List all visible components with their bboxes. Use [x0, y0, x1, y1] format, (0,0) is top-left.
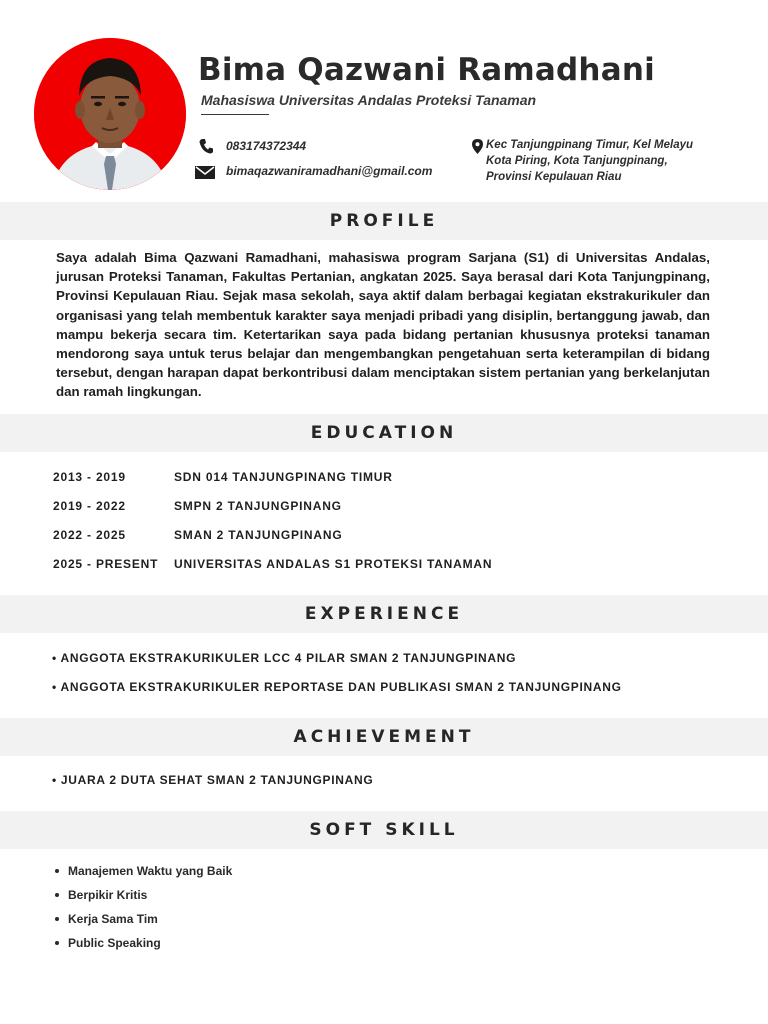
soft-skill-item	[55, 912, 158, 926]
education-school: UNIVERSITAS ANDALAS S1 PROTEKSI TANAMAN	[174, 557, 493, 571]
phone-icon	[199, 138, 213, 154]
education-school: SMPN 2 TANJUNGPINANG	[174, 499, 342, 513]
soft-skill-item	[55, 888, 147, 902]
education-years: 2019 - 2022	[53, 499, 126, 513]
section-band-profile	[0, 202, 768, 240]
soft-skill-label: Public Speaking	[68, 936, 161, 950]
profile-paragraph: Saya adalah Bima Qazwani Ramadhani, mahasiswa program Sarjana (S1) di Universitas Andalas, jurusan Proteksi Tanaman, Fakultas Pertanian, angkatan 2025. Saya berasal dari Kota Tanjungpinang, Provinsi Kepulauan Riau. Sejak masa sekolah, saya aktif dalam berbagai kegiatan ekstrakurikuler dan organisasi yang telah membentuk karakter saya menjadi pribadi yang disiplin, bertanggung jawab, dan mampu bekerja secara tim. Ketertarikan saya pada bidang pertanian khususnya proteksi tanaman mendorong saya untuk terus belajar dan mengembangkan pengetahuan serta keterampilan di bidang tersebut, dengan harapan dapat berkontribusi dalam menciptakan sistem pertanian yang berkelanjutan dan ramah lingkungan.	[56, 250, 710, 400]
soft-skill-item	[55, 936, 161, 950]
address-line-1: Kec Tanjungpinang Timur, Kel Melayu	[486, 139, 694, 151]
subtitle: Mahasiswa Universitas Andalas Proteksi Tanaman	[201, 92, 537, 108]
address-line-2: Kota Piring, Kota Tanjungpinang,	[486, 155, 668, 167]
email-icon	[195, 166, 215, 179]
bullet-icon	[55, 917, 59, 921]
soft-skill-label: Kerja Sama Tim	[68, 912, 158, 926]
person-photo-illustration	[34, 38, 186, 190]
profile-photo	[34, 38, 186, 190]
full-name: Bima Qazwani Ramadhani	[198, 52, 655, 88]
section-title-profile: PROFILE	[329, 211, 439, 231]
education-school: SDN 014 TANJUNGPINANG TIMUR	[174, 470, 393, 484]
education-years: 2022 - 2025	[53, 528, 126, 542]
address-line-3: Provinsi Kepulauan Riau	[486, 171, 622, 183]
section-band-soft-skill	[0, 811, 768, 849]
section-band-experience	[0, 595, 768, 633]
soft-skill-item	[55, 864, 232, 878]
bullet-icon	[55, 941, 59, 945]
soft-skill-label: Berpikir Kritis	[68, 888, 148, 902]
phone-number: 083174372344	[226, 139, 307, 153]
location-pin-icon	[472, 139, 483, 154]
soft-skill-label: Manajemen Waktu yang Baik	[68, 864, 233, 878]
section-title-experience: EXPERIENCE	[304, 604, 464, 624]
bullet-icon	[55, 869, 59, 873]
experience-item: • ANGGOTA EKSTRAKURIKULER REPORTASE DAN PUBLIKASI SMAN 2 TANJUNGPINANG	[52, 680, 622, 694]
education-years: 2013 - 2019	[53, 470, 126, 484]
section-title-education: EDUCATION	[310, 423, 458, 443]
section-title-soft-skill: SOFT SKILL	[309, 820, 459, 840]
section-band-education	[0, 414, 768, 452]
bullet-icon	[55, 893, 59, 897]
email-address: bimaqazwaniramadhani@gmail.com	[226, 164, 433, 178]
subtitle-divider	[201, 114, 269, 115]
section-band-achievement	[0, 718, 768, 756]
achievement-item: • JUARA 2 DUTA SEHAT SMAN 2 TANJUNGPINANG	[52, 773, 374, 787]
education-school: SMAN 2 TANJUNGPINANG	[174, 528, 343, 542]
section-title-achievement: ACHIEVEMENT	[293, 727, 475, 747]
education-years: 2025 - PRESENT	[53, 557, 159, 571]
experience-item: • ANGGOTA EKSTRAKURIKULER LCC 4 PILAR SMAN 2 TANJUNGPINANG	[52, 651, 517, 665]
